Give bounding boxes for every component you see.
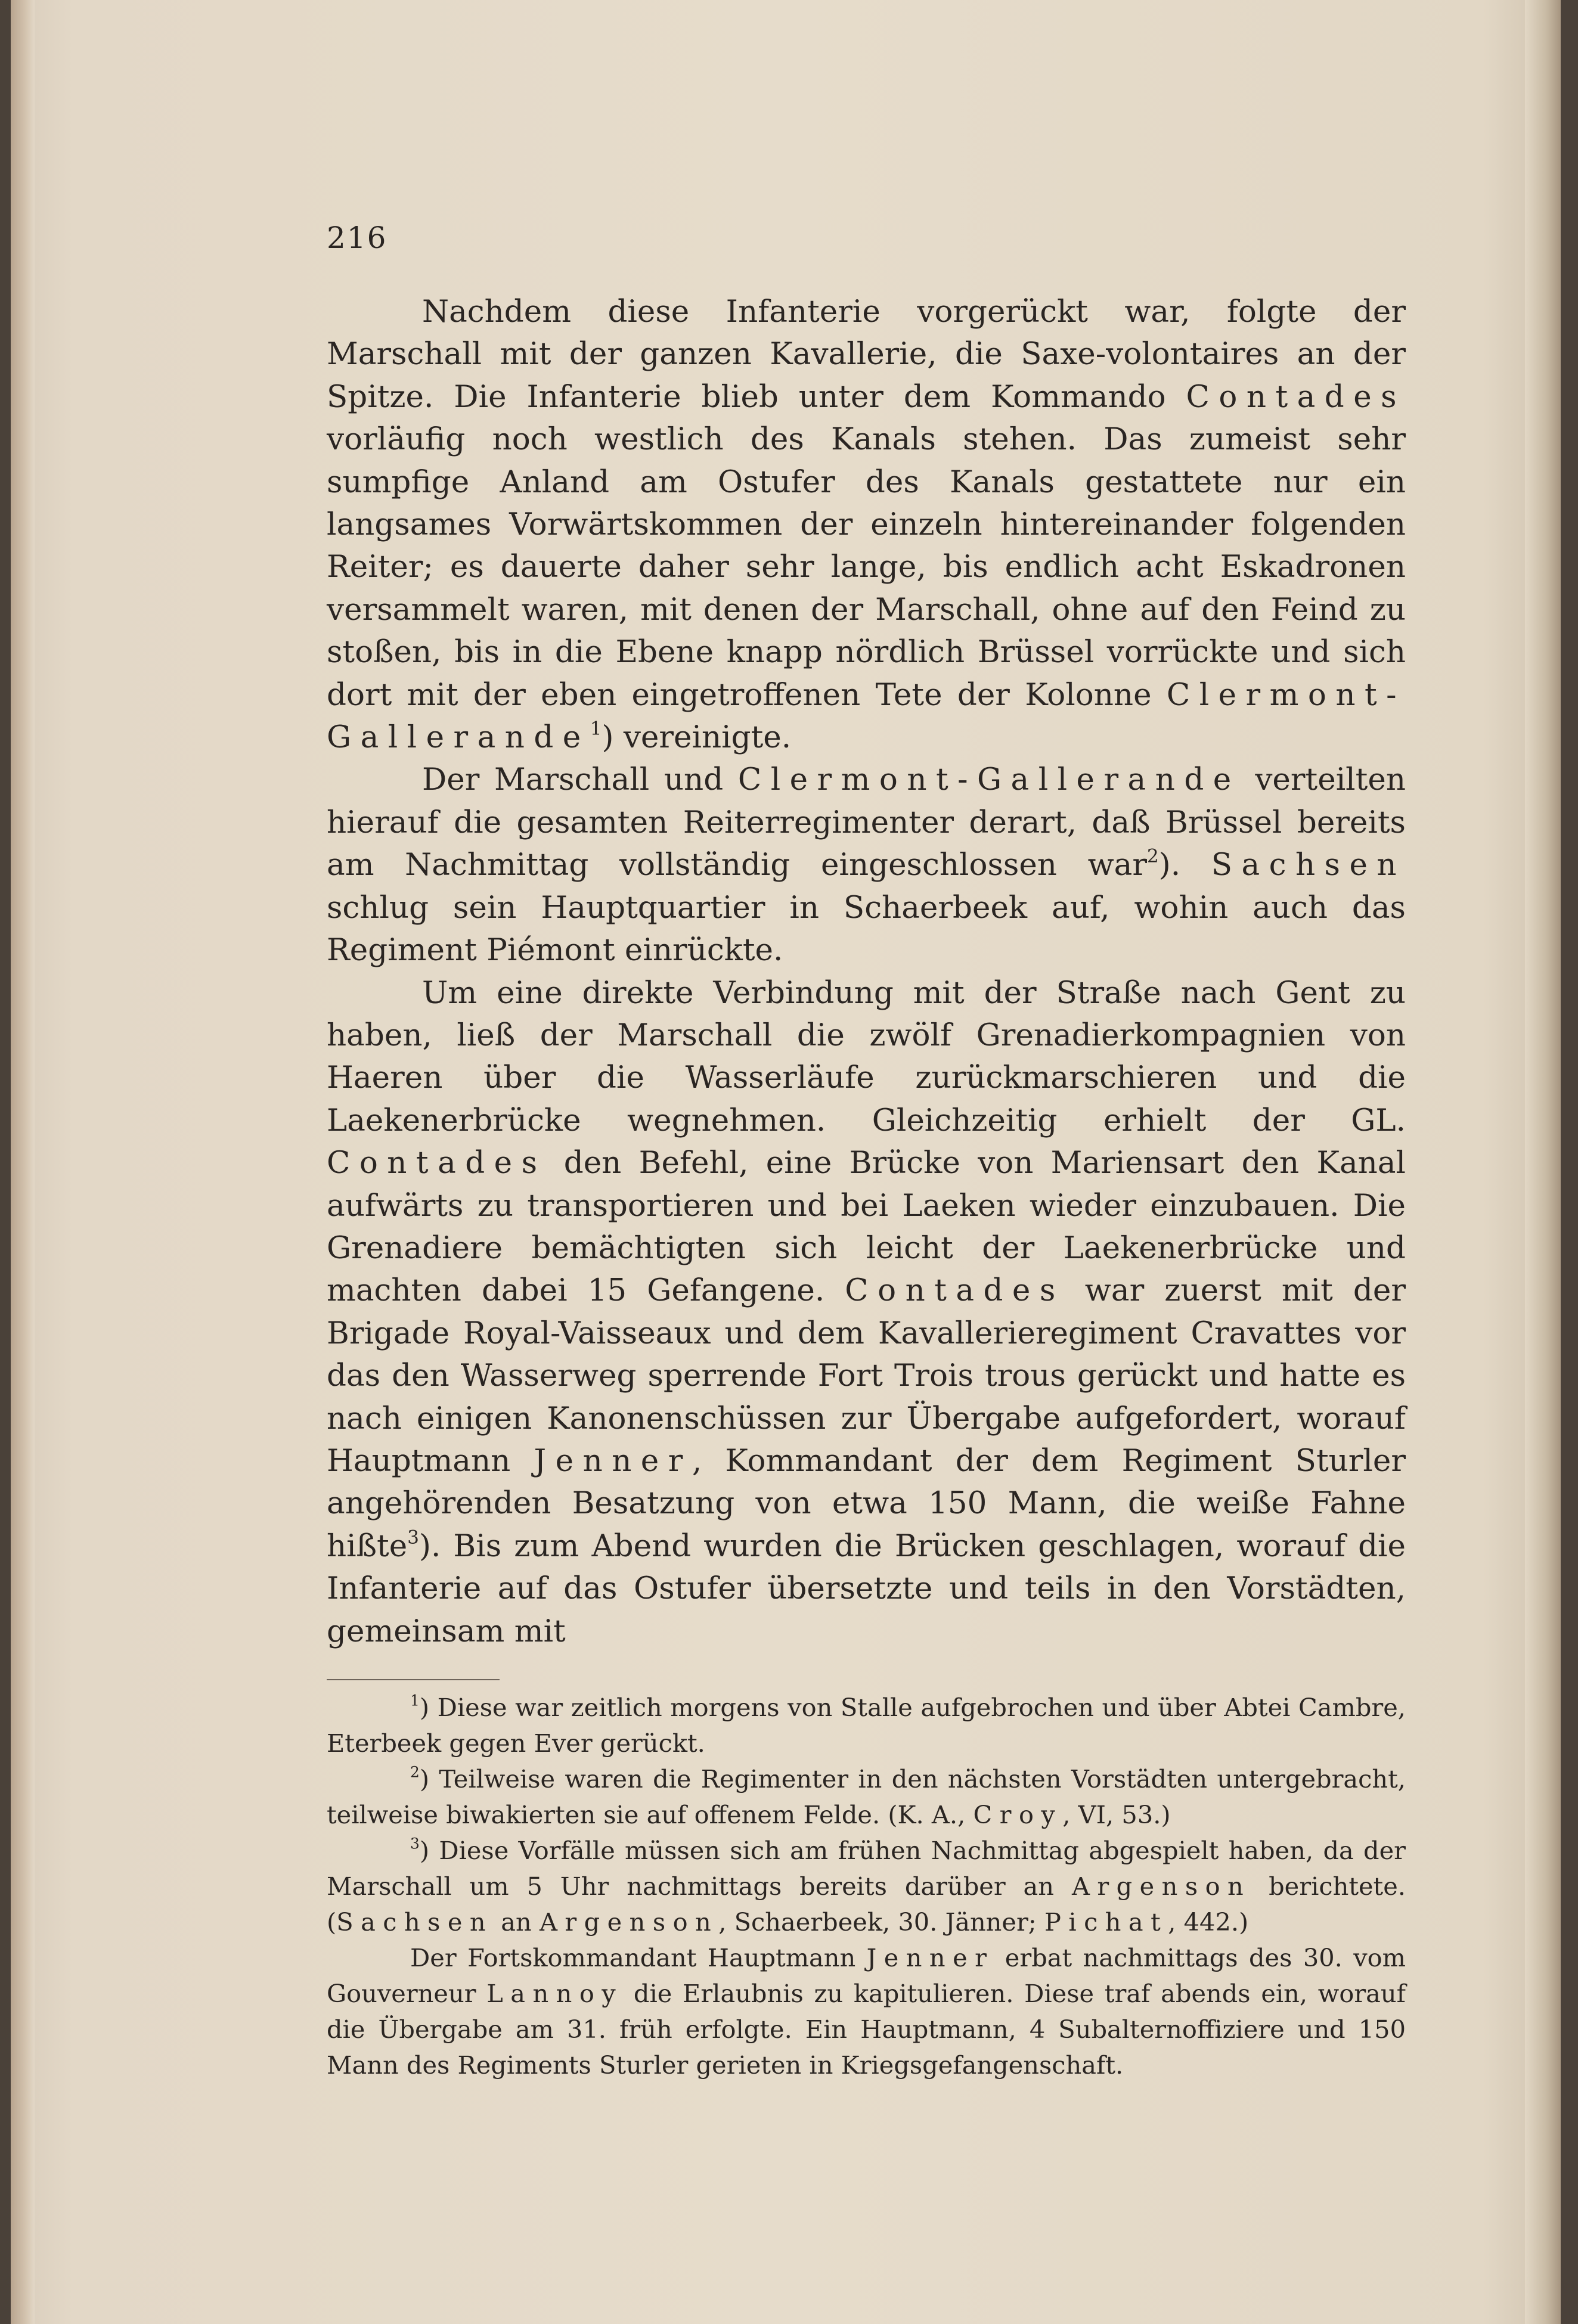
footnote [327,1833,1406,1940]
text-run: , VI, 53.) [1062,1800,1171,1829]
text-run: ). [1158,847,1211,883]
text-run: Der Fortskommandant Hauptmann [410,1943,867,1972]
footnote [327,1761,1406,1833]
text-run: an [493,1907,540,1937]
footnote-divider [327,1679,500,1680]
text-run: war zuerst mit der Brigade Royal-Vaisseaux und dem Kavallerieregiment Cravattes vor das den Wasserweg sperrende Fort Trois trous gerückt und hatte es nach einigen Kanonenschüssen zur Übergabe aufgefordert, worauf Hauptmann [327,1273,1406,1479]
text-run: ). Bis zum Abend wurden die Brücken geschlagen, worauf die Infanterie auf das Ostufer übersetzte und teils in den Vorstädten, gemeinsam mit [327,1528,1406,1649]
spaced-name: Pichat [1044,1907,1168,1937]
spaced-name: Sachsen [1211,847,1406,883]
text-run: schlug sein Hauptquartier in Schaerbeek auf, wohin auch das Regiment Piémont einrückte. [327,889,1406,969]
paragraph [327,291,1406,759]
text-run: ) vereinigte. [602,719,792,756]
text-run: Nachdem diese Infanterie vorgerückt war, folgte der Marschall mit der ganzen Kavallerie, die Saxe-volontaires an der Spitze. Die Infanterie blieb unter dem Kommando [327,294,1406,415]
spaced-name: Clermont-Gallerande [737,762,1241,798]
spaced-name: Contades [845,1273,1065,1309]
text-run: berichtete. ( [327,1872,1406,1937]
footnote-marker: 1 [410,1692,420,1709]
footnote-marker: 3 [407,1526,419,1549]
book-page [11,0,1561,2324]
text-run: erbat nachmittags des 30. vom Gouverneur [327,1943,1406,2008]
text-run: verteilten hierauf die gesamten Reiterregimenter derart, daß Brüssel bereits am Nachmittag vollständig eingeschlossen war [327,762,1406,883]
footnote [327,1940,1406,2083]
main-text [327,291,1406,1653]
spaced-name: Jenner [534,1442,692,1479]
spaced-name: Jenner [866,1943,994,1972]
footnotes [327,1690,1406,2083]
page-binding-shadow [11,0,35,2324]
paragraph [327,972,1406,1653]
spaced-name: Contades [1186,378,1406,415]
text-run: ) Teilweise waren die Regimenter in den nächsten Vorstädten untergebracht, teilweise biwakierten sie auf offenem Felde. (K. A., [327,1764,1406,1829]
page-content [327,221,1406,2083]
text-run: , Schaerbeek, 30. Jänner; [718,1907,1044,1937]
paragraph [327,759,1406,972]
spaced-name: Argenson [1071,1872,1251,1901]
spaced-name: Lannoy [486,1979,624,2008]
spaced-name: Croy [973,1800,1063,1829]
spaced-name: Argenson [539,1907,719,1937]
spaced-name: Contades [327,1145,547,1181]
text-run: Um eine direkte Verbindung mit der Straße nach Gent zu haben, ließ der Marschall die zwölf Grenadierkompagnien von Haeren über die Wasserläufe zurückmarschieren und die Laekenerbrücke wegnehmen. Gleichzeitig erhielt der GL. [327,975,1406,1138]
footnote-marker: 2 [410,1763,420,1781]
spaced-name: Clermont-Gallerande [327,677,1406,756]
page-edge [1525,0,1561,2324]
footnote [327,1690,1406,1761]
page-number: 216 [327,221,387,255]
spaced-name: Sachsen [336,1907,494,1937]
footnote-marker: 2 [1147,845,1159,867]
text-run: vorläufig noch westlich des Kanals stehen. Das zumeist sehr sumpfige Anland am Ostufer des Kanals gestattete nur ein langsames Vorwärtskommen der einzeln hintereinander folgenden Reiter; es dauerte daher sehr lange, bis endlich acht Eskadronen versammelt waren, mit denen der Marschall, ohne auf den Feind zu stoßen, bis in die Ebene knapp nördlich Brüssel vorrückte und sich dort mit der eben eingetroffenen Tete der Kolonne [327,421,1406,713]
footnote-marker: 3 [410,1835,420,1853]
text-run: ) Diese Vorfälle müssen sich am frühen Nachmittag abgespielt haben, da der Marschall um 5 Uhr nachmittags bereits darüber an [327,1836,1406,1901]
text-run: den Befehl, eine Brücke von Mariensart den Kanal aufwärts zu transportieren und bei Laeken wieder einzubauen. Die Grenadiere bemächtigten sich leicht der Laekenerbrücke und machten dabei 15 Gefangene. [327,1145,1406,1309]
text-run: die Erlaubnis zu kapitulieren. Diese traf abends ein, worauf die Übergabe am 31. früh erfolgte. Ein Hauptmann, 4 Subalternoffiziere und 150 Mann des Regiments Sturler gerieten in Kriegsgefangenschaft. [327,1979,1406,2080]
text-run: Der Marschall und [422,762,738,798]
footnote-marker: 1 [590,718,602,740]
text-run: , Kommandant der dem Regiment Sturler angehörenden Besatzung von etwa 150 Mann, die weiße Fahne hißte [327,1442,1406,1564]
text-run: , 442.) [1168,1907,1249,1937]
text-run: ) Diese war zeitlich morgens von Stalle aufgebrochen und über Abtei Cambre, Eterbeek gegen Ever gerückt. [327,1693,1406,1758]
